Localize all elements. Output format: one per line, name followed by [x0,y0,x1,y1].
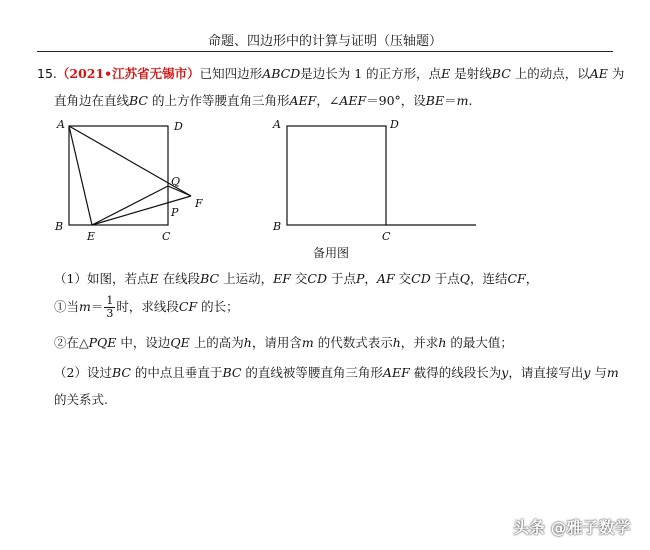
text: ， [364,271,377,286]
text: ＝ [444,93,457,108]
text: ①当 [54,299,80,314]
label-b-2: B [273,220,282,233]
text: 中，设边 [120,335,171,350]
text: 于点 [434,271,460,286]
math-m: m [456,93,469,108]
math-h: h [392,335,401,350]
text: 于点 [330,271,356,286]
math-bc: BC [491,66,511,81]
math-m: m [79,299,91,314]
text: 是边长为 [300,66,351,81]
math-qe: QE [170,335,190,350]
fraction-one-third [104,295,115,320]
text: 的正方形，点 [366,66,442,81]
math-one: 1 [354,66,363,81]
text: ，请用含 [251,335,302,350]
fraction-numerator: 1 [106,294,114,307]
math-cd: CD [307,271,327,286]
math-y: y [501,365,509,380]
label-p: P [171,206,179,219]
part1-question-2 [54,333,513,351]
math-ef: EF [273,271,291,286]
text: 截得的线段长为 [413,365,502,380]
fraction-denominator: 3 [106,307,114,320]
text: ，∠ [316,93,340,108]
text: 的中点且垂直于 [134,365,223,380]
math-e: E [441,66,451,81]
text: 上运动， [223,271,274,286]
text: 的上方作等腰直角三角形 [151,93,290,108]
text: 与 [594,365,607,380]
math-p: P [355,271,365,286]
math-cf: CF [178,299,198,314]
math-bc: BC [222,365,242,380]
text: 的长； [201,299,239,314]
label-f: F [195,197,203,210]
label-a-2: A [273,118,281,131]
text: （2）设过 [54,365,112,380]
math-be: BE [425,93,445,108]
math-abcd: ABCD [262,66,301,81]
math-e: E [149,271,159,286]
math-ae: AE [589,66,608,81]
label-c-2: C [382,230,391,243]
text: 的代数式表示 [317,335,393,350]
text: ＝90°，设 [366,93,426,108]
text: 交 [294,271,308,286]
label-q: Q [171,175,181,188]
label-e: E [87,230,96,243]
text: . [468,93,473,108]
math-cf: CF [507,271,526,286]
text: 的关系式. [54,392,108,407]
segment-ae [69,126,92,225]
label-b: B [55,220,64,233]
math-aef: AEF [339,93,367,108]
text: 的直线被等腰直角三角形 [245,365,383,380]
math-aef: AEF [289,93,317,108]
text: 上的动点，以 [514,66,590,81]
math-cd: CD [411,271,431,286]
label-d: D [174,120,183,133]
math-af: AF [376,271,395,286]
math-q: Q [459,271,470,286]
part2-line-1 [54,363,619,381]
page-header: 命题、四边形中的计算与证明（压轴题） [207,34,442,49]
math-pqe: PQE [88,335,117,350]
text: ，连结 [469,271,508,286]
problem-number: 15. [37,66,57,81]
text: 直角边在直线 [54,93,130,108]
text: 已知四边形 [199,66,263,81]
math-m: m [301,335,314,350]
text: ＝ [90,299,104,314]
problem-source: （2021•江苏省无锡市） [56,66,200,81]
backup-figure-caption: 备用图 [313,246,350,260]
label-c: C [162,230,171,243]
text: （1）如图，若点 [54,271,150,286]
square-abcd-backup [287,126,386,225]
watermark: 头条 @雅子数学 [513,518,631,537]
math-aef: AEF [382,365,410,380]
square-abcd [69,126,168,225]
text: 交 [398,271,412,286]
math-bc: BC [200,271,220,286]
part2-line-2 [54,390,108,408]
label-d-2: D [390,118,399,131]
text: 在线段 [162,271,201,286]
math-h: h [438,335,447,350]
text: ，并求 [400,335,439,350]
math-y: y [583,365,591,380]
figure-2 [287,126,476,225]
math-bc: BC [111,365,131,380]
text: 为 [611,66,625,81]
math-bc: BC [129,93,148,108]
math-h: h [243,335,252,350]
text: ，请直接写出 [508,365,584,380]
text: 上的高为 [193,335,244,350]
text: 的最大值； [450,335,513,350]
text: 是射线 [454,66,492,81]
text: ②在△ [54,335,89,350]
label-a: A [57,118,65,131]
text: 时，求线段 [116,299,179,314]
math-m: m [606,365,619,380]
part1-intro [54,269,538,287]
text: ， [525,271,539,286]
part1-question-1 [54,295,239,320]
